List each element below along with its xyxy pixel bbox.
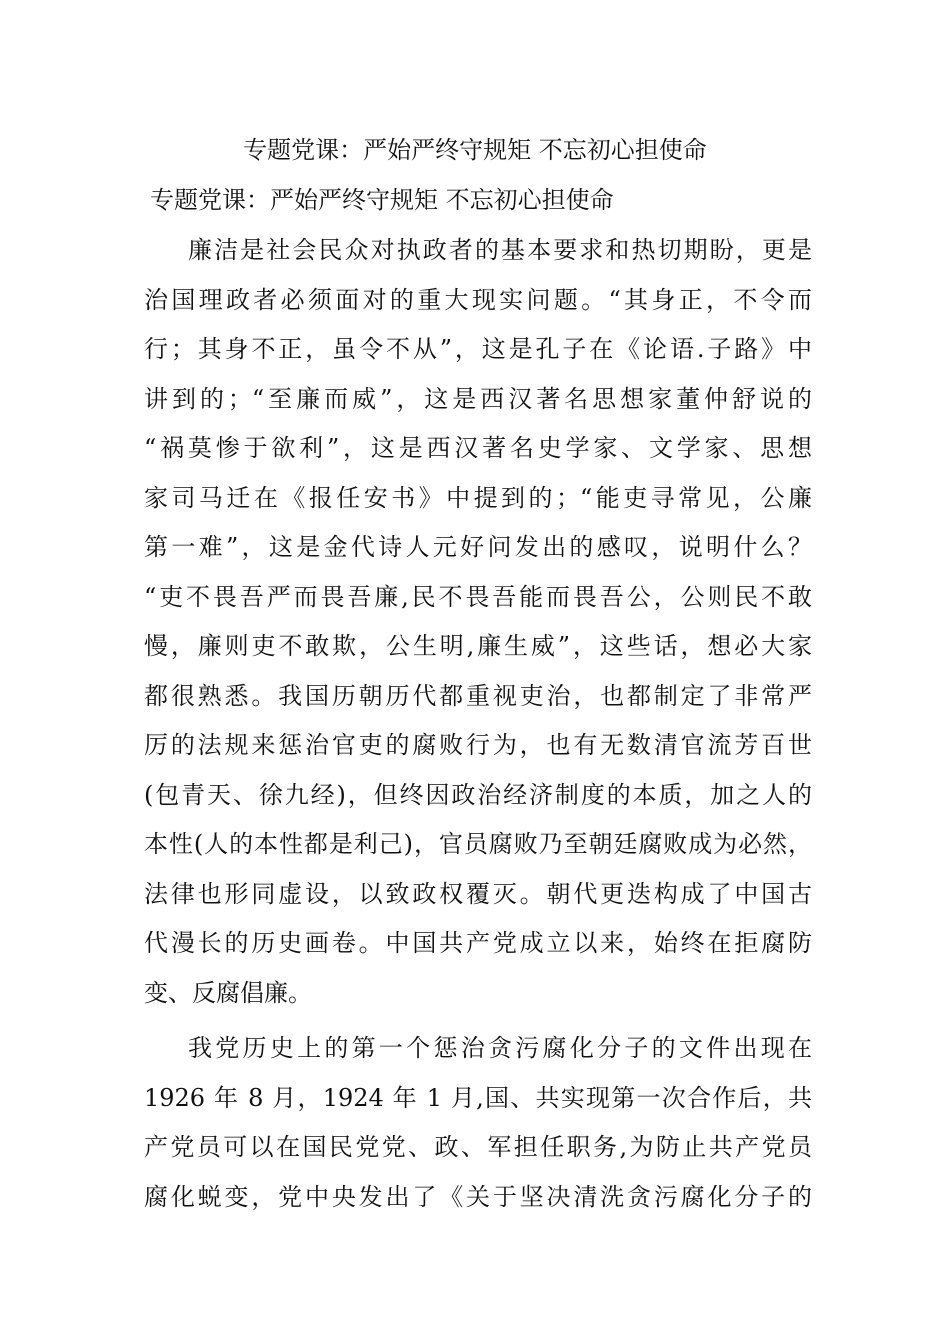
paragraph-line: 变、反腐倡廉。: [144, 978, 312, 1007]
document-subtitle: 专题党课：严始严终守规矩 不忘初心担使命: [150, 186, 614, 214]
paragraph-line: 厉的法规来惩治官吏的腐败行为，也有无数清官流芳百世: [144, 731, 812, 759]
paragraph-line: (包青天、徐九经)，但终因政治经济制度的本质，加之人的: [144, 780, 812, 809]
paragraph-line: 产党员可以在国民党党、政、军担任职务,为防止共产党员: [144, 1133, 812, 1161]
document-title: 专题党课：严始严终守规矩 不忘初心担使命: [243, 136, 707, 164]
paragraph-line: 都很熟悉。我国历朝历代都重视吏治，也都制定了非常严: [144, 681, 812, 710]
paragraph-line: 第一难”，这是金代诗人元好问发出的感叹，说明什么？: [144, 533, 812, 561]
paragraph-line: 行；其身不正，虽令不从”，这是孔子在《论语.子路》中: [144, 335, 812, 363]
paragraph-line: 我党历史上的第一个惩治贪污腐化分子的文件出现在: [188, 1034, 812, 1062]
paragraph-line: 治国理政者必须面对的重大现实问题。“其身正，不令而: [144, 285, 812, 314]
paragraph-line: 本性(人的本性都是利己)，官员腐败乃至朝廷腐败成为必然，: [144, 830, 812, 858]
paragraph-line: 法律也形同虚设，以致政权覆灭。朝代更迭构成了中国古: [144, 879, 812, 908]
paragraph-2: [144, 1024, 812, 1222]
paragraph-line: “祸莫惨于欲利”，这是西汉著名史学家、文学家、思想: [144, 434, 812, 462]
paragraph-line: 慢，廉则吏不敢欺，公生明,廉生威”，这些话，想必大家: [144, 632, 812, 660]
paragraph-line: 家司马迁在《报任安书》中提到的；“能吏寻常见，公廉: [144, 483, 812, 512]
paragraph-1: [144, 226, 812, 1018]
paragraph-line: 代漫长的历史画卷。中国共产党成立以来，始终在拒腐防: [144, 929, 812, 957]
paragraph-line: 廉洁是社会民众对执政者的基本要求和热切期盼，更是: [188, 236, 812, 264]
paragraph-line: “吏不畏吾严而畏吾廉,民不畏吾能而畏吾公，公则民不敢: [144, 582, 812, 611]
paragraph-line: 讲到的；“至廉而威”，这是西汉著名思想家董仲舒说的: [144, 384, 812, 413]
paragraph-line: 腐化蜕变，党中央发出了《关于坚决清洗贪污腐化分子的: [144, 1182, 812, 1211]
paragraph-line: 1926 年 8 月，1924 年 1 月,国、共实现第一次合作后，共: [144, 1083, 812, 1112]
